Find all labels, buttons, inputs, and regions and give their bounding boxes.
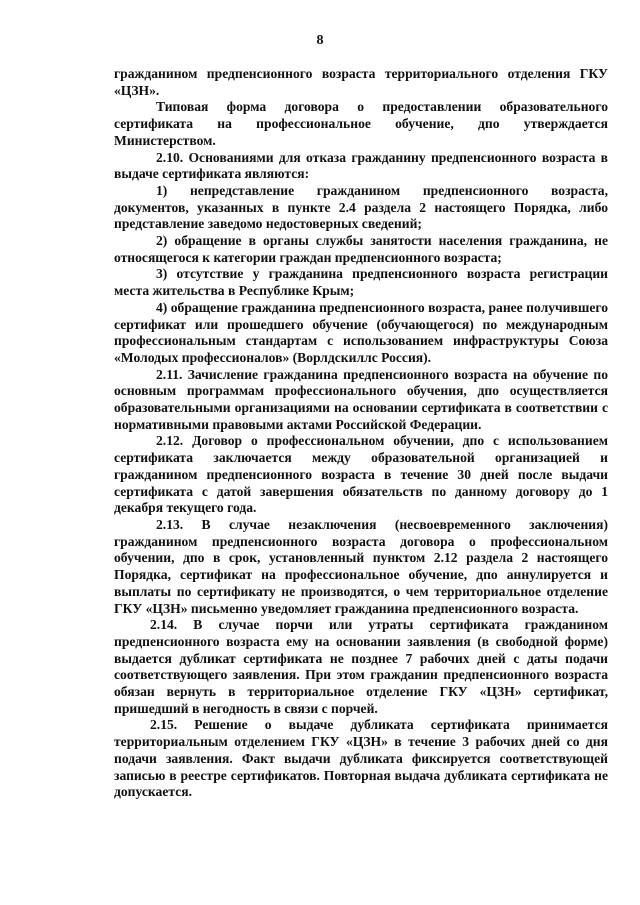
page-number: 8: [316, 33, 324, 48]
paragraph-2-10-item-3: 3) отсутствие у гражданина предпенсионного возраста регистрации места жительства в Республике Крым;: [114, 266, 608, 299]
paragraph-contract-form: Типовая форма договора о предоставлении образовательного сертификата на профессиональное обучение, дпо утверждается Министерством.: [114, 99, 608, 148]
paragraph-2-10: 2.10. Основаниями для отказа гражданину предпенсионного возраста в выдаче сертификата являются:: [114, 149, 608, 182]
paragraph-continuation: гражданином предпенсионного возраста территориального отделения ГКУ «ЦЗН».: [114, 66, 608, 98]
paragraph-2-14: 2.14. В случае порчи или утраты сертификата гражданином предпенсионного возраста ему на основании заявления (в свободной форме) выдается дубликат сертификата не позднее 7 рабочих дней с даты подачи соответствующего заявления. При этом гражданин предпенсионного возраста обязан вернуть в территориальное отделение ГКУ «ЦЗН» сертификат, пришедший в негодность в связи с порчей.: [114, 617, 608, 716]
document-body: [114, 66, 608, 801]
paragraph-2-11: 2.11. Зачисление гражданина предпенсионного возраста на обучение по основным программам профессионального обучения, дпо осуществляется образовательными организациями на основании сертификата в соответствии с нормативными правовыми актами Российской Федерации.: [114, 366, 608, 432]
paragraph-2-12: 2.12. Договор о профессиональном обучении, дпо с использованием сертификата заключается между образовательной организацией и гражданином предпенсионного возраста в течение 30 дней после выдачи сертификата с датой завершения обязательств по данному договору до 1 декабря текущего года.: [114, 433, 608, 516]
paragraph-2-10-item-1: 1) непредставление гражданином предпенсионного возраста, документов, указанных в пункте 2.4 раздела 2 настоящего Порядка, либо представление заведомо недостоверных сведений;: [114, 182, 608, 232]
paragraph-2-10-item-4: 4) обращение гражданина предпенсионного возраста, ранее получившего сертификат или прошедшего обучение (обучающегося) по международным профессиональным стандартам с использованием инфраструктуры Союза «Молодых профессионалов» (Ворлдскиллс Россия).: [114, 299, 608, 365]
paragraph-2-10-item-2: 2) обращение в органы службы занятости населения гражданина, не относящегося к категории граждан предпенсионного возраста;: [114, 233, 608, 265]
paragraph-2-13: 2.13. В случае незаключения (несвоевременного заключения) гражданином предпенсионного возраста договора о профессиональном обучении, дпо в срок, установленный пунктом 2.12 раздела 2 настоящего Порядка, сертификат на профессиональное обучение, дпо аннулируется и выплаты по сертификату не производятся, о чем территориальное отделение ГКУ «ЦЗН» письменно уведомляет гражданина предпенсионного возраста.: [114, 516, 608, 616]
paragraph-2-15: 2.15. Решение о выдаче дубликата сертификата принимается территориальным отделением ГКУ «ЦЗН» в течение 3 рабочих дней со дня подачи заявления. Факт выдачи дубликата фиксируется соответствующей записью в реестре сертификатов. Повторная выдача дубликата сертификата не допускается.: [114, 717, 608, 800]
